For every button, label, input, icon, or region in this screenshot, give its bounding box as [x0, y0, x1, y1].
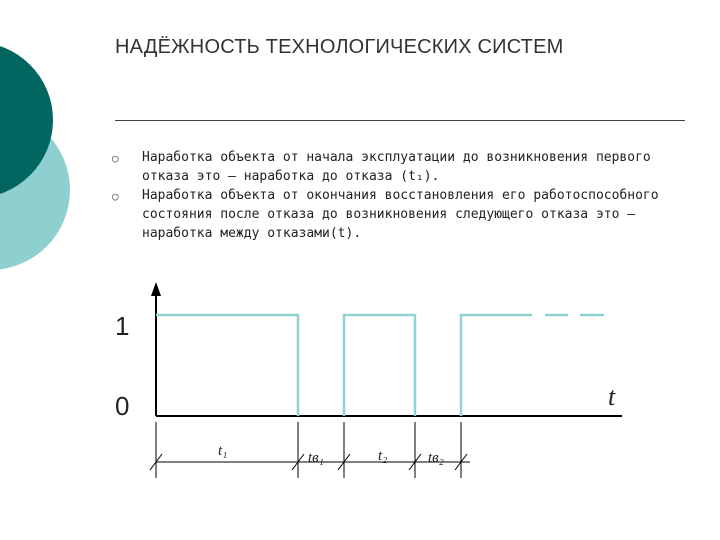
bullet-text: Наработка объекта от окончания восстановления его работоспособного состояния после отказа до возникновения следующего отказа это – наработка между отказами(t).: [142, 188, 659, 241]
bullet-circle-icon: ○: [112, 190, 119, 203]
interval-label-tv2: tв₂: [428, 450, 444, 466]
y-label-high: 1: [115, 311, 130, 341]
bullet-text: Наработка объекта от начала эксплуатации до возникновения первого отказа это – наработка до отказа (t₁).: [142, 150, 651, 184]
signal-pulse-1: [156, 315, 298, 416]
signal-pulse-3: [461, 315, 532, 416]
interval-label-t2: t₂: [378, 448, 388, 464]
y-label-low: 0: [115, 391, 130, 421]
x-axis-label: t: [608, 382, 616, 411]
page-title: НАДЁЖНОСТЬ ТЕХНОЛОГИЧЕСКИХ СИСТЕМ: [115, 36, 564, 58]
interval-label-t1: t₁: [218, 443, 228, 459]
y-axis-arrow-icon: [151, 282, 161, 296]
bullet-circle-icon: ○: [112, 152, 119, 165]
signal-pulse-2: [344, 315, 415, 416]
interval-label-tv1: tв₁: [308, 450, 324, 466]
